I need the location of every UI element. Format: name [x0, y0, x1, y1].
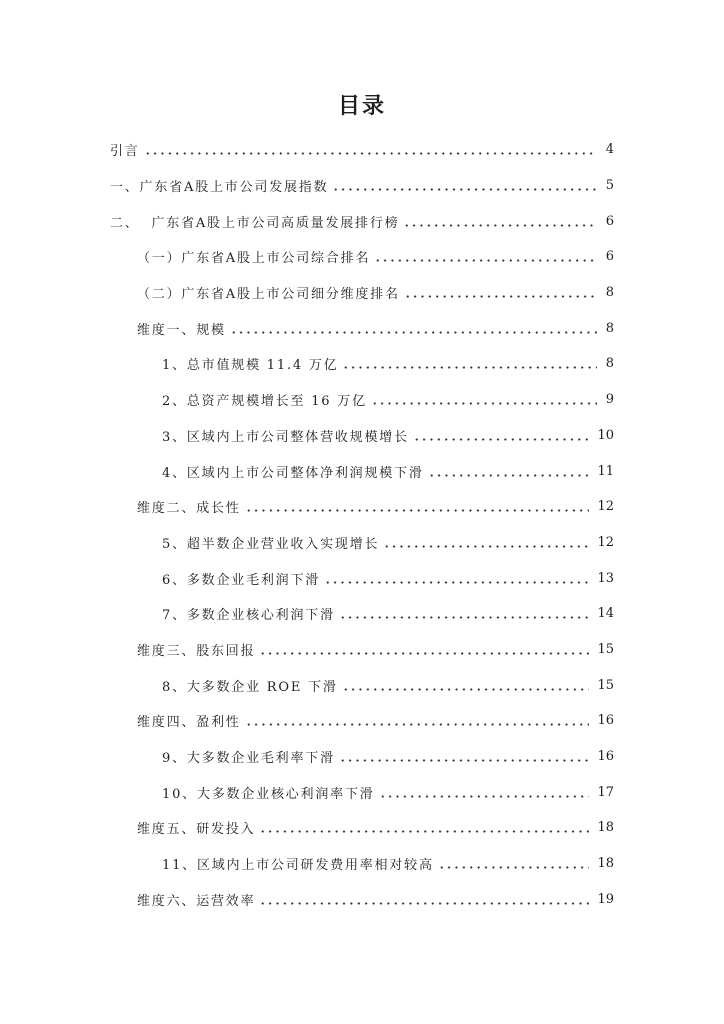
toc-entry[interactable] — [110, 596, 614, 632]
dot-leader — [404, 295, 597, 298]
toc-entry-label: 1、总市值规模 11.4 万亿 — [162, 358, 339, 374]
toc-entry[interactable] — [110, 667, 614, 703]
toc-page-number: 18 — [597, 856, 614, 872]
toc-page-number: 19 — [597, 891, 614, 907]
toc-entry-label: 3、区域内上市公司整体营收规模增长 — [162, 429, 409, 445]
toc-entry-label: 2、总资产规模增长至 16 万亿 — [162, 394, 367, 410]
toc-page-number: 9 — [605, 392, 614, 408]
toc-entry[interactable] — [110, 346, 614, 382]
toc-entry-label: 10、大多数企业核心利润率下滑 — [162, 786, 375, 802]
toc-page-number: 5 — [605, 178, 614, 194]
toc-entry[interactable] — [110, 418, 614, 454]
toc-entry[interactable] — [110, 774, 614, 810]
dot-leader — [342, 366, 597, 369]
toc-page-number: 11 — [597, 463, 614, 479]
dot-leader — [413, 438, 590, 441]
toc-entry-label: 4、区域内上市公司整体净利润规模下滑 — [162, 465, 424, 481]
toc-page-number: 6 — [605, 213, 614, 229]
toc-page-number: 8 — [605, 356, 614, 372]
toc-entry[interactable] — [110, 632, 614, 668]
toc-entry-label: 引言 — [110, 144, 140, 160]
toc-entry[interactable] — [110, 881, 614, 917]
toc-entry-label: （二）广东省A股上市公司细分维度排名 — [137, 287, 400, 303]
toc-page-number: 4 — [605, 142, 614, 158]
toc-page-number: 14 — [597, 606, 614, 622]
toc-page-number: 15 — [597, 641, 614, 657]
toc-entry[interactable] — [110, 560, 614, 596]
dot-leader — [428, 474, 590, 477]
toc-entry[interactable] — [110, 703, 614, 739]
toc-entry[interactable] — [110, 489, 614, 525]
toc-entry[interactable] — [110, 739, 614, 775]
toc-page-number: 13 — [597, 570, 614, 586]
dot-leader — [332, 188, 597, 191]
toc-entry[interactable] — [110, 846, 614, 882]
toc-entry[interactable] — [110, 203, 614, 239]
toc-entry-label: 5、超半数企业营业收入实现增长 — [162, 536, 380, 552]
toc-entry-label: 11、区域内上市公司研发费用率相对较高 — [162, 858, 434, 874]
toc-entry-label: 维度五、研发投入 — [137, 822, 256, 838]
toc-entry-label: 6、多数企业毛利润下滑 — [162, 572, 321, 588]
dot-leader — [339, 759, 590, 762]
dot-leader — [342, 688, 590, 691]
toc-entry[interactable] — [110, 382, 614, 418]
toc-entry-label: 维度四、盈利性 — [137, 715, 241, 731]
toc-page-number: 16 — [597, 713, 614, 729]
toc-entry-label: 维度六、运营效率 — [137, 893, 256, 909]
dot-leader — [245, 723, 590, 726]
dot-leader — [144, 152, 597, 155]
toc-entry[interactable] — [110, 168, 614, 204]
page-title: 目录 — [337, 94, 386, 119]
toc-entry[interactable] — [110, 275, 614, 311]
toc-entry-label: 一、广东省A股上市公司发展指数 — [110, 180, 329, 196]
toc-entry[interactable] — [110, 132, 614, 168]
toc-page-number: 12 — [597, 499, 614, 515]
dot-leader — [438, 866, 590, 869]
dot-leader — [374, 259, 597, 262]
toc-entry-label: 二、 广东省A股上市公司高质量发展排行榜 — [110, 215, 400, 231]
toc-page-number: 15 — [597, 677, 614, 693]
toc-entry-label: 7、多数企业核心利润下滑 — [162, 608, 335, 624]
toc-page-number: 8 — [605, 320, 614, 336]
toc-page-number: 10 — [597, 427, 614, 443]
toc-entry-label: 维度三、股东回报 — [137, 643, 256, 659]
toc-page-number: 12 — [597, 534, 614, 550]
toc-entry-label: （一）广东省A股上市公司综合排名 — [137, 251, 371, 267]
dot-leader — [259, 902, 589, 905]
dot-leader — [339, 616, 590, 619]
toc-entry[interactable] — [110, 310, 614, 346]
toc-page-number: 6 — [605, 249, 614, 265]
table-of-contents — [110, 132, 614, 917]
dot-leader — [371, 402, 597, 405]
toc-entry[interactable] — [110, 453, 614, 489]
toc-entry[interactable] — [110, 525, 614, 561]
dot-leader — [259, 652, 589, 655]
toc-page-number: 16 — [597, 749, 614, 765]
dot-leader — [230, 331, 597, 334]
toc-entry-label: 维度一、规模 — [137, 322, 226, 338]
dot-leader — [383, 545, 589, 548]
dot-leader — [379, 795, 590, 798]
dot-leader — [324, 581, 589, 584]
toc-entry-label: 维度二、成长性 — [137, 501, 241, 517]
dot-leader — [245, 509, 590, 512]
toc-page-number: 17 — [597, 784, 614, 800]
toc-page-number: 18 — [597, 820, 614, 836]
toc-entry-label: 8、大多数企业 ROE 下滑 — [162, 679, 338, 695]
dot-leader — [403, 224, 597, 227]
toc-entry[interactable] — [110, 239, 614, 275]
dot-leader — [259, 830, 589, 833]
toc-page-number: 8 — [605, 285, 614, 301]
toc-entry[interactable] — [110, 810, 614, 846]
toc-entry-label: 9、大多数企业毛利率下滑 — [162, 751, 335, 767]
